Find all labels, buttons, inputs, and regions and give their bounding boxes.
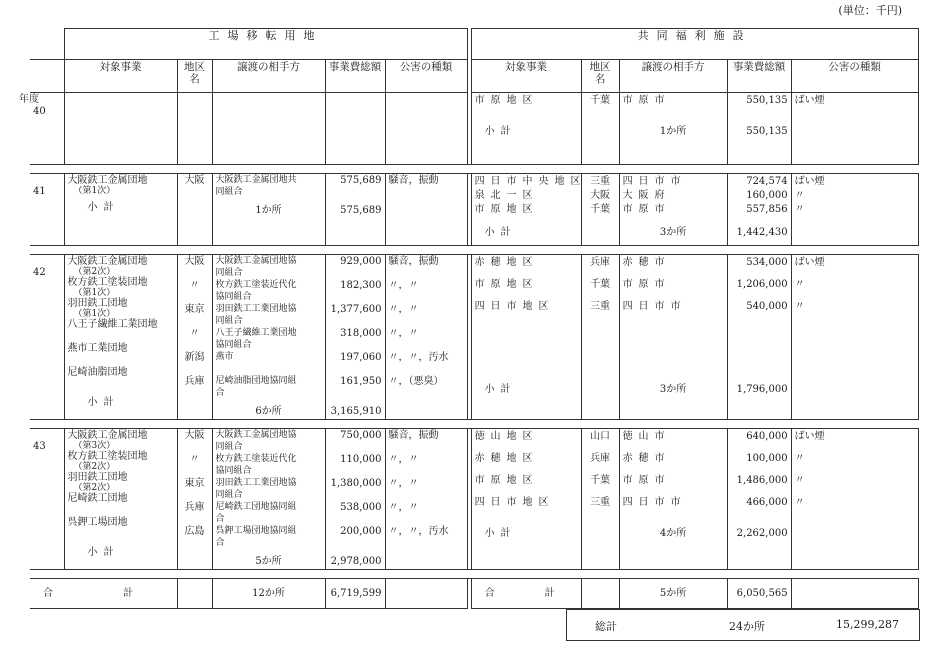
left-pollution: 騒音，振動 — [388, 175, 439, 186]
right-subtotal-cost: 550,135 — [746, 126, 788, 137]
right-cost: 1,206,000 — [736, 279, 788, 290]
right-party: 赤穂市 — [622, 453, 671, 464]
left-project-name: 大阪鉄工金属団地 — [67, 175, 148, 186]
right-area: 千葉 — [590, 475, 611, 486]
right-col-header: 地区名 — [581, 60, 619, 93]
right-subtotal-cost: 1,796,000 — [736, 384, 788, 395]
left-project-phase: （第3次） — [73, 441, 116, 451]
right-subtotal-label: 小計 — [484, 227, 517, 238]
right-area: 三重 — [590, 301, 611, 312]
right-project: 四日市中央地区 — [474, 176, 587, 187]
left-party-cont: 同組合 — [215, 268, 243, 278]
right-cost: 466,000 — [746, 497, 788, 508]
right-project: 泉北一区 — [474, 190, 539, 201]
right-party: 市原市 — [622, 95, 671, 106]
left-party: 羽田鉄工工業団地協 — [215, 478, 297, 488]
right-pollution: ばい煙 — [794, 431, 825, 442]
right-area: 山口 — [590, 431, 611, 442]
left-project-name: 呉鉀工場団地 — [67, 517, 128, 528]
right-cost: 724,574 — [746, 176, 788, 187]
left-party-cont: 同組合 — [215, 490, 243, 500]
right-project: 徳山地区 — [474, 431, 539, 442]
left-pollution: 〃，（悪臭） — [388, 376, 444, 387]
left-project-phase: （第2次） — [73, 267, 116, 277]
right-project: 市原地区 — [474, 475, 539, 486]
left-pollution: 〃，〃 — [388, 502, 419, 513]
left-party: 大阪鉄工金属団地協 — [215, 256, 297, 266]
left-project-phase: （第2次） — [73, 483, 116, 493]
right-subtotal-cost: 1,442,430 — [736, 227, 788, 238]
year-value: 40 — [33, 106, 46, 117]
left-area: 東京 — [184, 304, 205, 315]
left-subtotal-label: 小計 — [87, 397, 120, 408]
left-pollution: 〃，〃，汚水 — [388, 352, 449, 363]
right-project: 赤穂地区 — [474, 453, 539, 464]
right-subtotal-count: 3か所 — [659, 227, 687, 238]
left-cost: 182,300 — [340, 280, 382, 291]
left-col-header: 譲渡の相手方 — [212, 60, 325, 93]
left-subtotal-cost: 3,165,910 — [330, 406, 382, 417]
left-cost: 1,380,000 — [330, 478, 382, 489]
left-cost: 110,000 — [340, 454, 382, 465]
right-party: 四日市市 — [622, 497, 687, 508]
right-party: 徳山市 — [622, 431, 671, 442]
right-area: 千葉 — [590, 95, 611, 106]
left-cost: 750,000 — [340, 430, 382, 441]
facility-table — [19, 28, 919, 609]
right-pollution: 〃 — [794, 301, 805, 312]
grand-total-label: 総計 — [595, 620, 617, 633]
right-cost: 1,486,000 — [736, 475, 788, 486]
left-party-cont: 合 — [215, 538, 225, 548]
left-col-header: 公害の種類 — [385, 60, 467, 93]
left-area: 〃 — [189, 328, 200, 339]
left-party-cont: 同組合 — [215, 316, 243, 326]
left-total-count: 12か所 — [212, 579, 325, 609]
right-pollution: 〃 — [794, 279, 805, 290]
right-area: 大阪 — [590, 190, 611, 201]
left-project-name: 尼崎鉄工団地 — [67, 493, 128, 504]
right-cost: 640,000 — [746, 431, 788, 442]
right-party: 市原市 — [622, 204, 671, 215]
right-subtotal-count: 4か所 — [659, 528, 687, 539]
left-total-cost: 6,719,599 — [325, 579, 385, 609]
right-area: 千葉 — [590, 204, 611, 215]
left-party-cont — [216, 364, 322, 376]
left-project-name: 羽田鉄工団地 — [67, 298, 128, 309]
left-subtotal-count: 6か所 — [255, 406, 282, 417]
year-value: 43 — [33, 441, 46, 452]
right-col-header: 公害の種類 — [791, 60, 918, 93]
left-area: 兵庫 — [184, 502, 205, 513]
right-area: 千葉 — [590, 279, 611, 290]
left-party: 燕市 — [215, 352, 234, 362]
left-col-header: 対象事業 — [64, 60, 177, 93]
left-party: 大阪鉄工金属団地協 — [215, 430, 297, 440]
right-subtotal-count: 1か所 — [659, 126, 687, 137]
left-pollution: 〃，〃 — [388, 280, 419, 291]
right-subtotal-label: 小計 — [484, 126, 517, 137]
right-cost: 534,000 — [746, 257, 788, 268]
section-header-row — [30, 29, 918, 60]
left-project-name: 八王子繊維工業団地 — [67, 319, 158, 330]
right-project: 四日市地区 — [474, 497, 555, 508]
left-subtotal-cost: 2,978,000 — [330, 556, 382, 567]
right-cost: 550,135 — [746, 95, 788, 106]
left-project-name: 枚方鉄工塗装団地 — [67, 277, 148, 288]
left-party-cont: 同組合 — [215, 442, 243, 452]
left-area: 大阪 — [184, 256, 205, 267]
right-party: 四日市市 — [622, 301, 687, 312]
left-area: 兵庫 — [184, 376, 205, 387]
left-area: 広島 — [184, 526, 205, 537]
left-area: 東京 — [184, 478, 205, 489]
left-party-cont: 協同組合 — [215, 466, 252, 476]
left-area: 〃 — [189, 280, 200, 291]
right-area: 三重 — [590, 497, 611, 508]
right-project: 赤穂地区 — [474, 257, 539, 268]
right-total-count: 5か所 — [619, 579, 727, 609]
left-party: 呉鉀工場団地協同組 — [215, 526, 297, 536]
right-cost: 540,000 — [746, 301, 788, 312]
grand-total-box — [566, 609, 920, 641]
left-party-cont: 合 — [215, 388, 225, 398]
left-project-name: 大阪鉄工金属団地 — [67, 430, 148, 441]
right-subtotal-label: 小計 — [484, 528, 517, 539]
right-area: 兵庫 — [590, 257, 611, 268]
left-pollution: 〃，〃 — [388, 328, 419, 339]
left-cost: 538,000 — [340, 502, 382, 513]
left-project-name: 羽田鉄工団地 — [67, 472, 128, 483]
left-project-phase: （第1次） — [73, 288, 116, 298]
left-party: 尼崎油脂団地協同組 — [215, 376, 297, 386]
right-project: 四日市地区 — [474, 301, 555, 312]
column-header-row — [30, 60, 918, 93]
right-area: 兵庫 — [590, 453, 611, 464]
left-cost: 929,000 — [340, 256, 382, 267]
right-col-header: 対象事業 — [471, 60, 581, 93]
left-cost: 200,000 — [340, 526, 382, 537]
left-project-phase: （第1次） — [73, 309, 116, 319]
left-cost: 1,377,600 — [330, 304, 382, 315]
left-project-name: 枚方鉄工塗装団地 — [67, 451, 148, 462]
left-subtotal-cost: 575,689 — [340, 205, 382, 216]
left-cost: 575,689 — [340, 175, 382, 186]
right-total-cost: 6,050,565 — [727, 579, 791, 609]
left-col-header: 地区名 — [177, 60, 212, 93]
right-col-header: 譲渡の相手方 — [619, 60, 727, 93]
left-project-name: 燕市工業団地 — [67, 343, 128, 354]
year-block-41 — [30, 174, 918, 246]
left-party: 枚方鉄工塗装近代化 — [215, 280, 297, 290]
left-cost: 161,950 — [340, 376, 382, 387]
right-pollution: 〃 — [794, 204, 805, 215]
year-block-42 — [30, 255, 918, 420]
year-label: 年度 — [19, 94, 39, 105]
left-pollution: 〃，〃 — [388, 454, 419, 465]
right-subtotal-label: 小計 — [484, 384, 517, 395]
right-subtotal-count: 3か所 — [659, 384, 687, 395]
right-subtotal-cost: 2,262,000 — [736, 528, 788, 539]
right-pollution: ばい煙 — [794, 176, 825, 187]
right-party: 大阪府 — [622, 190, 671, 201]
left-party: 枚方鉄工塗装近代化 — [215, 454, 297, 464]
left-project-name: 尼崎油脂団地 — [67, 367, 128, 378]
left-party-cont: 協同組合 — [215, 340, 252, 350]
right-party: 赤穂市 — [622, 257, 671, 268]
right-project: 市原地区 — [474, 279, 539, 290]
left-party-cont: 同組合 — [215, 187, 243, 197]
unit-label: (単位：千円) — [838, 4, 902, 17]
right-cost: 160,000 — [746, 190, 788, 201]
left-subtotal-label: 小計 — [87, 547, 120, 558]
right-pollution: ばい煙 — [794, 257, 825, 268]
left-area: 〃 — [189, 454, 200, 465]
year-value: 41 — [33, 186, 46, 197]
left-area: 大阪 — [184, 430, 205, 441]
left-col-header: 事業費総額 — [325, 60, 385, 93]
left-party-cont: 協同組合 — [215, 292, 252, 302]
year-block-40 — [30, 93, 918, 165]
left-party: 大阪鉄工金属団地共 — [215, 175, 297, 185]
left-pollution: 〃，〃 — [388, 304, 419, 315]
left-project-name: 大阪鉄工金属団地 — [67, 256, 148, 267]
left-pollution: 〃，〃，汚水 — [388, 526, 449, 537]
left-project-phase: （第2次） — [73, 462, 116, 472]
right-party: 四日市市 — [622, 176, 687, 187]
right-pollution: 〃 — [794, 475, 805, 486]
left-project-phase: （第1次） — [73, 186, 116, 196]
right-project: 市原地区 — [474, 95, 539, 106]
year-block-43 — [30, 429, 918, 570]
left-subtotal-count: 5か所 — [255, 556, 282, 567]
right-area: 三重 — [590, 176, 611, 187]
left-subtotal-count: 1か所 — [255, 205, 282, 216]
right-pollution: 〃 — [794, 497, 805, 508]
left-section-title: 工場移転用地 — [64, 29, 467, 60]
left-area: 新潟 — [184, 352, 205, 363]
right-pollution: 〃 — [794, 190, 805, 201]
left-party: 尼崎鉄工団地協同組 — [215, 502, 297, 512]
grand-total-count: 24か所 — [729, 620, 765, 633]
left-area: 大阪 — [184, 175, 205, 186]
right-project: 市原地区 — [474, 204, 539, 215]
right-pollution: ばい煙 — [794, 95, 825, 106]
left-cost: 318,000 — [340, 328, 382, 339]
right-col-header: 事業費総額 — [727, 60, 791, 93]
left-subtotal-label: 小計 — [87, 202, 120, 213]
right-party: 市原市 — [622, 475, 671, 486]
right-total-label: 合計 — [484, 587, 605, 599]
right-pollution: 〃 — [794, 453, 805, 464]
left-pollution: 騒音，振動 — [388, 430, 439, 441]
right-cost: 100,000 — [746, 453, 788, 464]
year-value: 42 — [33, 267, 46, 278]
grand-total-cost: 15,299,287 — [836, 618, 899, 631]
left-cost: 197,060 — [340, 352, 382, 363]
right-party: 市原市 — [622, 279, 671, 290]
left-party: 羽田鉄工工業団地協 — [215, 304, 297, 314]
total-row — [30, 579, 918, 609]
left-party: 八王子繊維工業団地 — [215, 328, 297, 338]
right-cost: 557,856 — [746, 204, 788, 215]
right-section-title: 共同福利施設 — [471, 29, 918, 60]
left-pollution: 〃，〃 — [388, 478, 419, 489]
left-pollution: 騒音，振動 — [388, 256, 439, 267]
left-party-cont: 合 — [215, 514, 225, 524]
left-total-label: 合計 — [43, 587, 203, 599]
